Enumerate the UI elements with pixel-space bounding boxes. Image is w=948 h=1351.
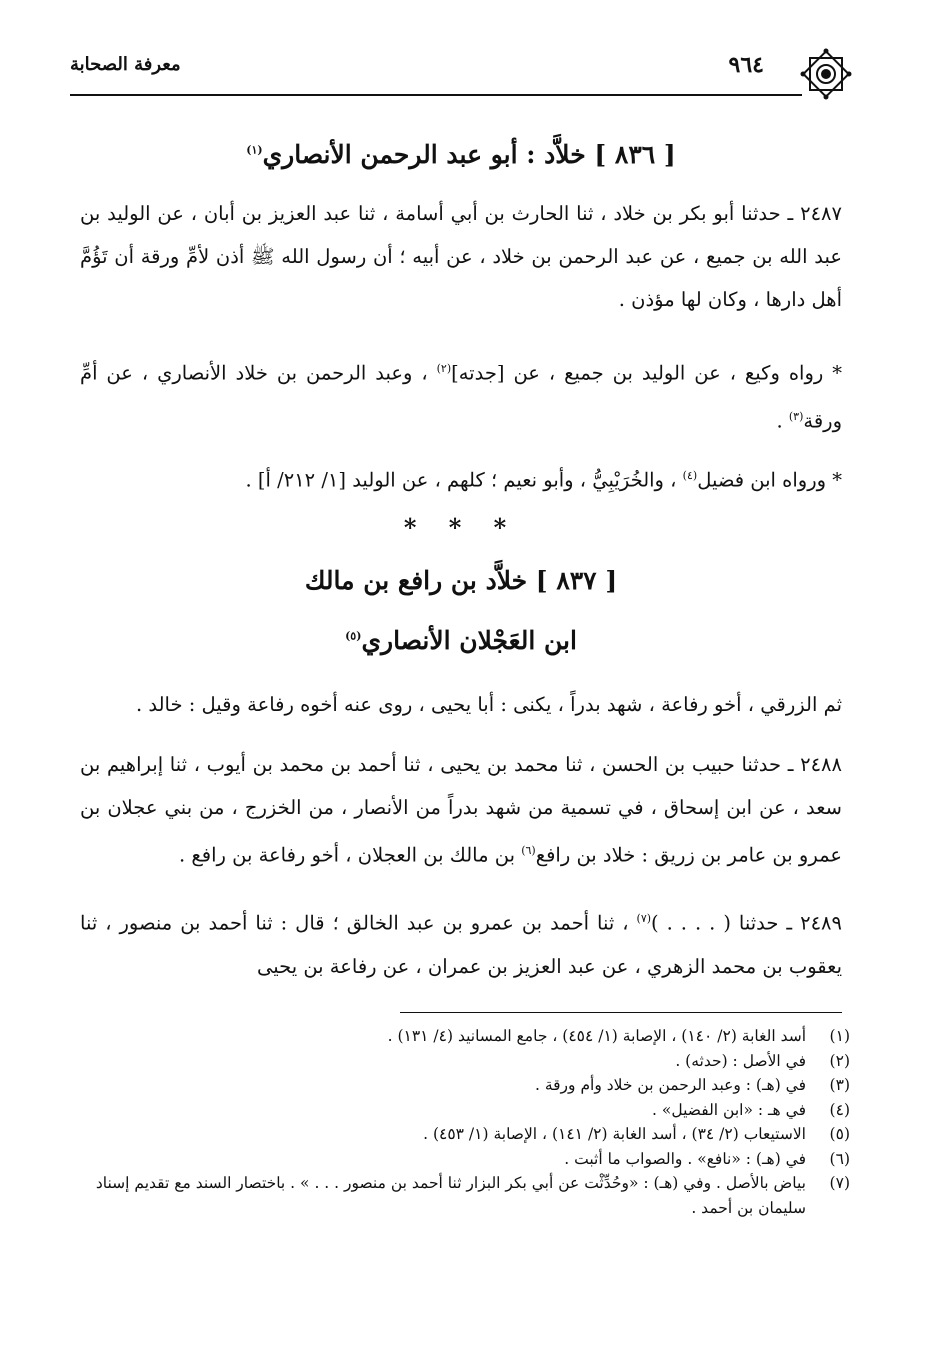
footnote-2: (٢) في الأصل : (حدثه) . [675,1051,850,1070]
footnote-ref: (١) [246,143,263,157]
footnote-1: (١) أسد الغابة (٢/ ١٤٠) ، الإصابة (١/ ٤٥٤) ، جامع المسانيد (٤/ ١٣١) . [387,1027,850,1045]
footnote-ref: (٢) [436,362,452,375]
header-divider [70,94,802,96]
page-number: ٩٦٤ [728,52,764,78]
hadith-2487: ٢٤٨٧ ـ حدثنا أبو بكر بن خلاد ، ثنا الحارث بن أبي أسامة ، ثنا عبد العزيز بن أبان ، عن الوليد بن عبد الله بن جميع ، عن عبد الرحمن بن خلاد ، عن أبيه ؛ أن رسول الله ﷺ أذن لأمِّ ورقة أن تَؤُمَّ أهل دارها ، وكان لها مؤذن . [80,202,842,311]
hadith-2489: ٢٤٨٩ ـ حدثنا ( . . . . )$^{(٧)}$ ، ثنا أحمد بن عمرو بن عبد الخالق ؛ قال : ثنا أحمد بن منصور ، ثنا يعقوب بن محمد الزهري ، عن عبد العزيز بن عمران ، عن رفاعة بن يحيى [80,911,843,978]
footnote-3: (٣) في (هـ) : وعبد الرحمن بن خلاد وأم ورقة . [534,1076,850,1094]
footnote-ref: (٣) [788,409,804,423]
section-separator: * * * [403,513,519,542]
hadith-2488: ٢٤٨٨ ـ حدثنا حبيب بن الحسن ، ثنا محمد بن يحيى ، ثنا أحمد بن محمد بن أيوب ، ثنا إبراهيم بن سعد ، عن ابن إسحاق ، في تسمية من شهد بدراً من الأنصار ، من الخزرج ، من بني عجلان بن عمرو بن عامر بن زريق : خلاد بن رافع$^{(٦)}$ بن مالك بن العجلان ، أخو رفاعة بن رافع . [80,753,842,867]
footnote-ref: (٧) [636,912,652,925]
entry-837-title-line2: ابن العَجْلان الأنصاري$^{(٥)}$ [345,626,577,655]
ornament-icon [800,48,852,100]
footnote-5: (٥) الاستيعاب (٢/ ٣٤) ، أسد الغابة (٢/ ١٤١) ، الإصابة (١/ ٤٥٣) . [423,1125,850,1143]
entry-837-intro: ثم الزرقي ، أخو رفاعة ، شهد بدراً ، يكنى : أبا يحيى ، روى عنه أخوه رفاعة وقيل : خالد . [135,693,842,716]
running-title: معرفة الصحابة [70,54,181,75]
narration-1: * رواه وكيع ، عن الوليد بن جميع ، عن [جدته]$^{(٢)}$ ، وعبد الرحمن بن خلاد الأنصاري ، عن أمِّ ورقة$^{(٣)}$ . [80,361,842,432]
footnote-4: (٤) في هـ : «ابن الفضيل» . [652,1100,850,1119]
footnote-ref: (٤) [682,469,698,482]
footnote-ref: (٥) [345,629,362,643]
footnote-7: (٧) بياض بالأصل . وفي (هـ) : «وحُدِّثْت عن أبي بكر البزار ثنا أحمد بن منصور . . . » . باختصار السند مع تقديم إسناد سليمان بن أحمد . [95,1174,850,1217]
entry-837-title-line1: [ ٨٣٧ ] خلاَّد بن رافع بن مالك [304,566,618,595]
narration-2: * ورواه ابن فضيل$^{(٤)}$ ، والخُرَيْبِيُّ ، وأبو نعيم ؛ كلهم ، عن الوليد [١/ ٢١٢/ أ] . [245,468,842,492]
footnote-ref: (٦) [521,844,536,857]
entry-836-title: [ ٨٣٦ ] خلاَّد : أبو عبد الرحمن الأنصاري$^{(١)}$ [246,140,676,169]
page-header [70,48,852,98]
footnote-divider [400,1012,842,1013]
footnote-6: (٦) في (هـ) : «نافع» . والصواب ما أثبت . [564,1149,850,1168]
footnotes [80,1024,850,1220]
